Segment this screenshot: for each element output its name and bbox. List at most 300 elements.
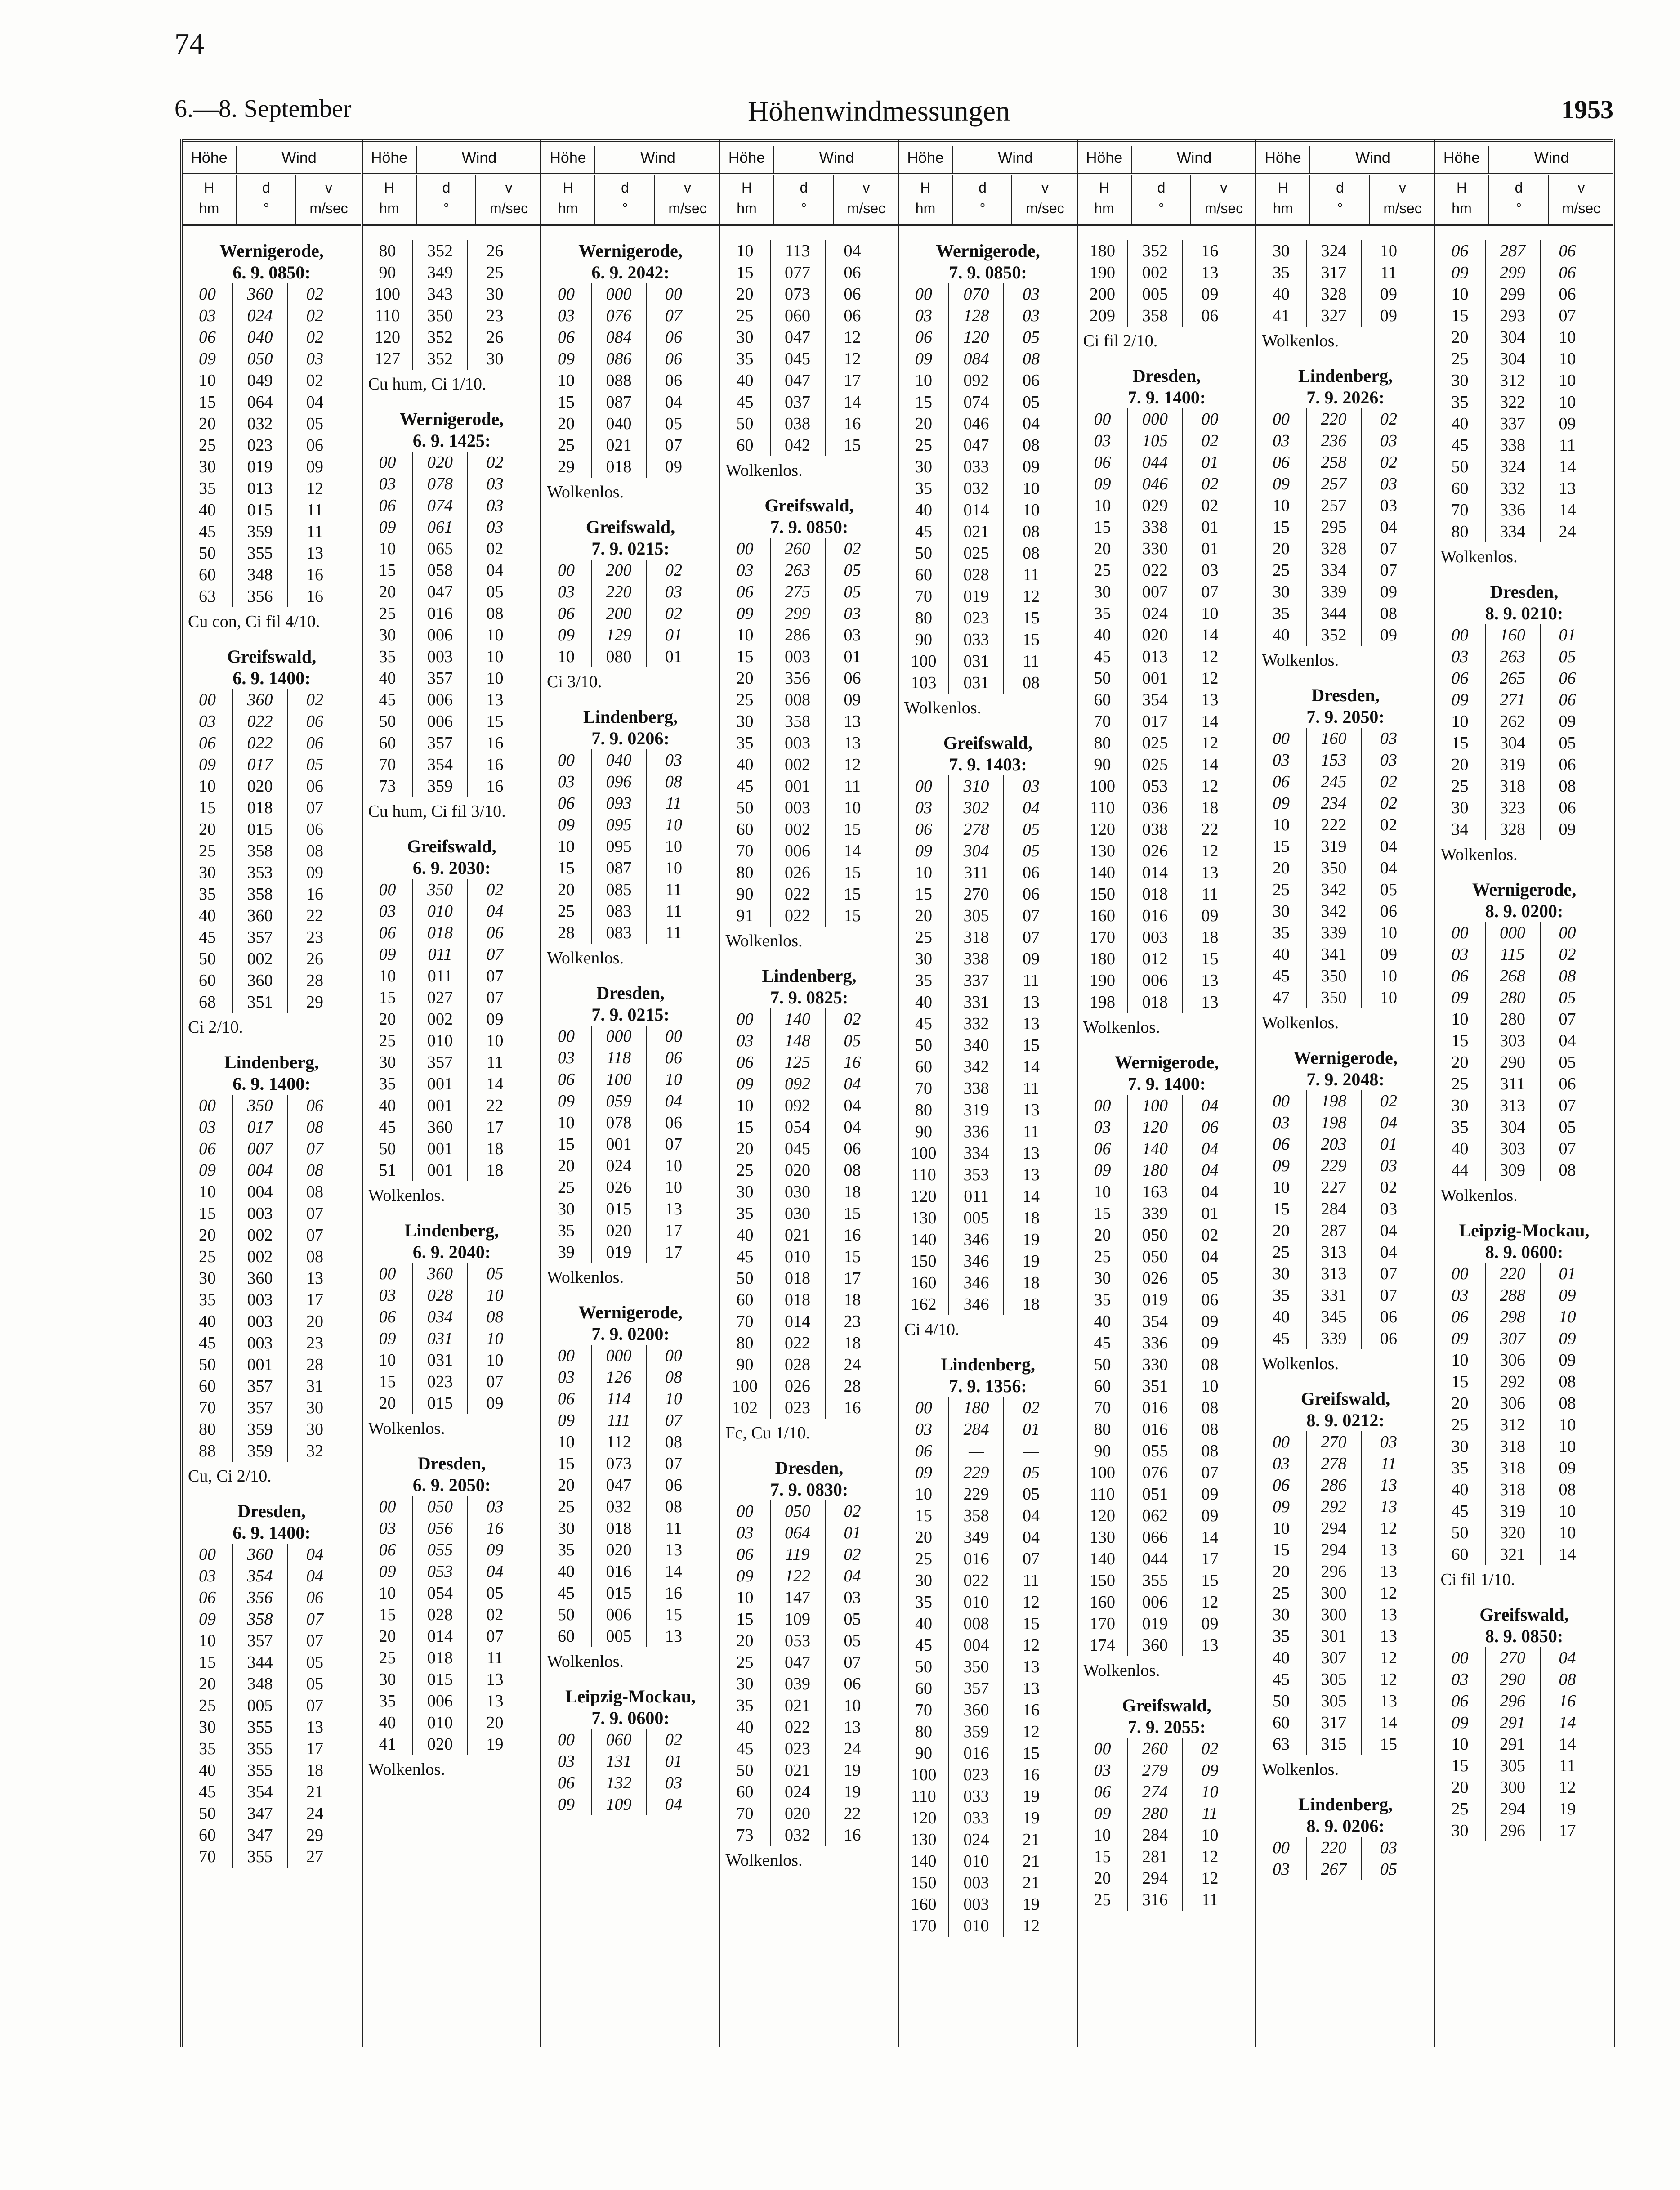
table-row xyxy=(363,603,541,624)
cell-height: 90 xyxy=(736,1355,754,1374)
cell-direction: — xyxy=(948,1440,1003,1462)
table-row xyxy=(1256,879,1434,900)
table-row xyxy=(899,413,1077,434)
cell-direction: 018 xyxy=(591,1518,646,1539)
cell-speed: 17 xyxy=(1540,1820,1595,1841)
cell-height: 40 xyxy=(1451,1480,1469,1499)
cell-height: 100 xyxy=(375,285,400,304)
cell-height: 80 xyxy=(1094,1420,1111,1439)
cell-direction: 354 xyxy=(412,754,467,775)
cell-direction: 002 xyxy=(232,1224,287,1246)
cell-direction: 245 xyxy=(1306,771,1361,793)
cell-direction: 293 xyxy=(1485,305,1540,327)
cell-height: 03 xyxy=(379,1286,396,1305)
cell-direction: 047 xyxy=(591,1474,646,1496)
cell-direction: 278 xyxy=(948,819,1003,840)
cell-height: 25 xyxy=(1451,1075,1469,1093)
station-datetime: 6. 9. 1400: xyxy=(232,668,311,688)
header-wind: Wind xyxy=(461,149,497,166)
cell-direction: 001 xyxy=(232,1354,287,1375)
cell-direction: 074 xyxy=(412,495,467,516)
cell-height: 40 xyxy=(736,755,754,774)
cell-direction: 336 xyxy=(1127,1332,1182,1354)
cell-speed: 05 xyxy=(1003,327,1058,348)
cell-direction: 229 xyxy=(1306,1155,1361,1177)
table-row xyxy=(541,1155,719,1177)
table-row xyxy=(1435,1160,1613,1181)
cell-speed: 10 xyxy=(467,1328,522,1349)
cell-height: 40 xyxy=(199,1312,216,1331)
cell-direction: 016 xyxy=(591,1561,646,1582)
cell-direction: 025 xyxy=(1127,754,1182,775)
table-row xyxy=(363,1349,541,1371)
table-row xyxy=(183,1224,361,1246)
table-row xyxy=(720,711,898,732)
cell-direction: 016 xyxy=(948,1742,1003,1764)
cell-direction: 065 xyxy=(412,538,467,560)
cell-speed: 13 xyxy=(1361,1690,1416,1712)
table-row xyxy=(363,1030,541,1052)
table-row xyxy=(1078,948,1256,970)
column-subheader xyxy=(720,175,898,226)
cell-direction: 109 xyxy=(770,1608,825,1630)
cell-speed: 08 xyxy=(1003,672,1058,694)
table-row xyxy=(363,667,541,689)
cell-direction: 083 xyxy=(591,922,646,944)
cell-speed: 11 xyxy=(1540,1755,1595,1777)
cell-height: 127 xyxy=(375,349,400,368)
table-row xyxy=(899,991,1077,1013)
table-row xyxy=(720,624,898,646)
cell-direction: 053 xyxy=(412,1561,467,1582)
cell-height: 00 xyxy=(736,1010,754,1029)
cell-height: 10 xyxy=(1094,1826,1111,1845)
cell-direction: 021 xyxy=(948,521,1003,542)
table-row xyxy=(899,819,1077,840)
table-row xyxy=(720,667,898,689)
cell-speed: 03 xyxy=(1361,430,1416,452)
cell-height: 40 xyxy=(736,1226,754,1245)
header-hohe: Höhe xyxy=(907,149,944,166)
table-row xyxy=(1435,1733,1613,1755)
cell-direction: 348 xyxy=(232,1673,287,1695)
cell-speed: 07 xyxy=(467,1371,522,1393)
cell-direction: 316 xyxy=(1127,1889,1182,1911)
table-row xyxy=(1435,1690,1613,1712)
table-row xyxy=(720,305,898,327)
cell-speed: 18 xyxy=(1003,1294,1058,1315)
column-header xyxy=(1435,146,1613,174)
table-row xyxy=(720,1375,898,1397)
station-name: Wernigerode, xyxy=(936,241,1040,261)
station-name: Lindenberg, xyxy=(940,1354,1036,1375)
cell-speed: 13 xyxy=(1182,970,1237,991)
cell-speed: 08 xyxy=(1540,1669,1595,1690)
cell-speed: 21 xyxy=(1003,1829,1058,1850)
cell-direction: 357 xyxy=(412,732,467,754)
cell-height: 25 xyxy=(1094,561,1111,580)
cell-speed: 24 xyxy=(825,1738,880,1760)
cell-speed: 16 xyxy=(287,564,342,586)
cell-speed: 07 xyxy=(467,944,522,965)
table-row xyxy=(1435,754,1613,775)
cell-height: 25 xyxy=(736,1161,754,1180)
table-row xyxy=(363,1604,541,1626)
cell-height: 25 xyxy=(736,690,754,709)
cell-speed: 14 xyxy=(1182,711,1237,732)
table-row xyxy=(1256,1604,1434,1626)
table-row xyxy=(720,283,898,305)
cell-speed: 01 xyxy=(825,646,880,667)
cell-speed: 12 xyxy=(1182,1846,1237,1868)
table-row xyxy=(899,1613,1077,1635)
cell-direction: 040 xyxy=(591,749,646,771)
cell-speed: 07 xyxy=(646,1453,701,1474)
cell-speed: 02 xyxy=(1003,1397,1058,1419)
cell-direction: 270 xyxy=(1485,1647,1540,1669)
subheader-speed: v m/sec xyxy=(1562,179,1601,216)
table-row xyxy=(1256,1285,1434,1306)
table-row xyxy=(1256,1133,1434,1155)
cell-speed: 08 xyxy=(1182,1440,1237,1462)
cell-height: 25 xyxy=(915,1550,932,1568)
cell-direction: 008 xyxy=(770,689,825,711)
cell-height: 30 xyxy=(1273,902,1290,921)
cell-height: 25 xyxy=(558,436,575,455)
cell-direction: 339 xyxy=(1306,1328,1361,1349)
cell-speed: 01 xyxy=(1540,1263,1595,1285)
subheader-direction: d ° xyxy=(1157,179,1166,216)
cell-height: 03 xyxy=(199,1567,216,1585)
cell-height: 110 xyxy=(375,306,400,325)
cell-direction: 331 xyxy=(948,991,1003,1013)
cell-height: 190 xyxy=(1090,971,1115,990)
cell-height: 80 xyxy=(736,1334,754,1353)
cell-direction: 312 xyxy=(1485,370,1540,391)
station-datetime: 7. 9. 0850: xyxy=(770,517,849,537)
cell-speed: 09 xyxy=(1003,456,1058,478)
cell-speed: 09 xyxy=(287,456,342,478)
subheader-divider xyxy=(416,175,417,224)
cell-direction: 338 xyxy=(1127,516,1182,538)
sky-remark: Wolkenlos. xyxy=(368,1186,445,1205)
cell-direction: 358 xyxy=(232,1608,287,1630)
cell-speed: 05 xyxy=(825,1030,880,1052)
cell-height: 10 xyxy=(379,1351,396,1370)
header-wind: Wind xyxy=(819,149,854,166)
table-row xyxy=(720,1760,898,1781)
cell-speed: 15 xyxy=(1003,607,1058,629)
cell-height: 10 xyxy=(199,777,216,796)
table-row xyxy=(183,499,361,521)
cell-height: 06 xyxy=(736,1545,754,1564)
table-row xyxy=(1078,1781,1256,1803)
table-row xyxy=(363,965,541,987)
cell-direction: 100 xyxy=(1127,1095,1182,1116)
cell-height: 06 xyxy=(379,496,396,515)
cell-height: 25 xyxy=(736,306,754,325)
cell-height: 25 xyxy=(1273,1584,1290,1603)
cell-height: 50 xyxy=(199,544,216,563)
cell-direction: 360 xyxy=(412,1263,467,1285)
cell-speed: 04 xyxy=(287,1565,342,1587)
cell-speed: 12 xyxy=(1003,1721,1058,1742)
cell-height: 03 xyxy=(1451,647,1469,666)
cell-height: 20 xyxy=(915,414,932,433)
cell-direction: 030 xyxy=(770,1203,825,1224)
station-name: Dresden, xyxy=(417,1453,486,1473)
cell-speed: 13 xyxy=(825,1716,880,1738)
cell-speed: 24 xyxy=(1540,521,1595,542)
table-row xyxy=(720,370,898,391)
cell-speed: 19 xyxy=(825,1760,880,1781)
cell-direction: 229 xyxy=(948,1462,1003,1483)
cell-speed: 06 xyxy=(646,370,701,391)
cell-height: 40 xyxy=(1451,414,1469,433)
cell-height: 00 xyxy=(199,1545,216,1564)
cell-height: 15 xyxy=(558,393,575,412)
subheader-direction: d ° xyxy=(1515,179,1523,216)
subheader-divider xyxy=(1488,175,1489,224)
cell-speed: 12 xyxy=(1003,1915,1058,1937)
cell-direction: 126 xyxy=(591,1366,646,1388)
cell-direction: 313 xyxy=(1306,1241,1361,1263)
cell-height: 00 xyxy=(915,777,932,796)
cell-speed: 14 xyxy=(1540,1544,1595,1565)
cell-direction: 339 xyxy=(1306,922,1361,944)
subheader-divider xyxy=(654,175,655,224)
cell-direction: 257 xyxy=(1306,473,1361,495)
column-subheader xyxy=(1256,175,1434,226)
cell-speed: 04 xyxy=(467,560,522,581)
table-row xyxy=(183,1608,361,1630)
cell-direction: 290 xyxy=(1485,1669,1540,1690)
cell-direction: 087 xyxy=(591,391,646,413)
cell-direction: 045 xyxy=(770,1138,825,1160)
cell-speed: 11 xyxy=(1540,434,1595,456)
station-name: Wernigerode, xyxy=(399,409,504,429)
table-row xyxy=(183,283,361,305)
table-row xyxy=(899,927,1077,948)
cell-height: 15 xyxy=(1273,837,1290,856)
cell-speed: 08 xyxy=(825,1160,880,1181)
cell-speed: 13 xyxy=(1361,1539,1416,1561)
table-row xyxy=(541,327,719,348)
cell-speed: 10 xyxy=(1540,348,1595,370)
subheader-height: H hm xyxy=(915,179,936,216)
cell-direction: 076 xyxy=(591,305,646,327)
table-row xyxy=(363,754,541,775)
cell-speed: 18 xyxy=(287,1760,342,1781)
station-name: Greifswald, xyxy=(407,836,496,856)
column-body xyxy=(1256,234,1434,1880)
cell-direction: 000 xyxy=(1485,922,1540,944)
cell-direction: 001 xyxy=(412,1095,467,1116)
table-row xyxy=(720,1673,898,1695)
cell-height: 15 xyxy=(915,1506,932,1525)
cell-speed: 10 xyxy=(1361,922,1416,944)
table-row xyxy=(183,991,361,1013)
cell-speed: 06 xyxy=(646,348,701,370)
cell-speed: 12 xyxy=(1182,667,1237,689)
sky-remark: Wolkenlos. xyxy=(1083,1661,1160,1680)
cell-height: 174 xyxy=(1090,1636,1115,1655)
cell-speed: 02 xyxy=(1361,408,1416,430)
table-row xyxy=(1435,262,1613,283)
cell-direction: 340 xyxy=(948,1035,1003,1056)
cell-direction: 200 xyxy=(591,603,646,624)
cell-speed: 09 xyxy=(1540,1285,1595,1306)
cell-speed: 01 xyxy=(1540,624,1595,646)
table-row xyxy=(541,646,719,667)
cell-direction: 002 xyxy=(412,1008,467,1030)
table-row xyxy=(183,456,361,478)
table-row xyxy=(541,1561,719,1582)
cell-height: 90 xyxy=(379,263,396,282)
cell-height: 40 xyxy=(1094,1312,1111,1331)
table-row xyxy=(1435,305,1613,327)
subheader-height: H hm xyxy=(737,179,757,216)
cell-height: 03 xyxy=(1094,431,1111,450)
cell-height: 10 xyxy=(736,1588,754,1607)
table-row xyxy=(363,1138,541,1160)
subheader-divider xyxy=(952,175,953,224)
cell-height: 25 xyxy=(1451,1800,1469,1818)
cell-speed: 17 xyxy=(825,1267,880,1289)
cell-speed: 15 xyxy=(825,905,880,927)
cell-direction: 015 xyxy=(412,1669,467,1690)
cell-height: 10 xyxy=(1451,1735,1469,1754)
cell-direction: 093 xyxy=(591,793,646,814)
station-datetime: 6. 9. 2030: xyxy=(412,858,491,878)
cell-direction: 024 xyxy=(770,1781,825,1803)
cell-height: 25 xyxy=(379,604,396,623)
cell-height: 35 xyxy=(379,647,396,666)
cell-speed: 12 xyxy=(1182,646,1237,667)
table-row xyxy=(363,1518,541,1539)
station-name: Wernigerode, xyxy=(219,241,324,261)
table-row xyxy=(899,1056,1077,1078)
sky-remark: Cu con, Ci fil 4/10. xyxy=(188,612,320,631)
table-row xyxy=(363,1669,541,1690)
cell-height: 09 xyxy=(558,626,575,645)
table-row xyxy=(899,1035,1077,1056)
cell-height: 40 xyxy=(199,906,216,925)
cell-speed: 13 xyxy=(1003,1013,1058,1035)
cell-speed: 04 xyxy=(825,1073,880,1095)
table-row xyxy=(1078,430,1256,452)
station-datetime: 8. 9. 0212: xyxy=(1306,1410,1385,1430)
table-row xyxy=(720,1608,898,1630)
cell-speed: 01 xyxy=(646,624,701,646)
cell-direction: 024 xyxy=(232,305,287,327)
cell-direction: 060 xyxy=(591,1729,646,1751)
table-row xyxy=(1256,987,1434,1008)
cell-direction: 058 xyxy=(412,560,467,581)
cell-speed: 12 xyxy=(1361,1647,1416,1669)
cell-direction: 014 xyxy=(770,1311,825,1332)
cell-speed: 24 xyxy=(825,1354,880,1375)
cell-direction: 301 xyxy=(1306,1626,1361,1647)
cell-direction: 318 xyxy=(1485,1457,1540,1479)
cell-height: 10 xyxy=(379,967,396,985)
cell-speed: 06 xyxy=(467,922,522,944)
cell-height: 110 xyxy=(911,1787,936,1806)
cell-direction: 355 xyxy=(232,1846,287,1868)
cell-height: 06 xyxy=(1094,453,1111,472)
cell-speed: 29 xyxy=(287,991,342,1013)
cell-direction: 022 xyxy=(1127,560,1182,581)
cell-speed: 06 xyxy=(825,1673,880,1695)
cell-speed: 15 xyxy=(467,711,522,732)
table-row xyxy=(1078,1095,1256,1116)
table-row xyxy=(183,1419,361,1440)
cell-height: 15 xyxy=(1094,1204,1111,1223)
cell-height: 40 xyxy=(915,501,932,520)
cell-speed: 09 xyxy=(1361,624,1416,646)
table-row xyxy=(183,1760,361,1781)
sky-remark: Ci fil 2/10. xyxy=(1083,331,1158,350)
table-row xyxy=(183,1311,361,1332)
table-row xyxy=(183,1544,361,1565)
cell-height: 20 xyxy=(1451,1053,1469,1072)
cell-speed: 08 xyxy=(646,1496,701,1518)
cell-speed: 05 xyxy=(287,1652,342,1673)
cell-height: 10 xyxy=(915,1485,932,1504)
table-row xyxy=(183,1116,361,1138)
cell-height: 09 xyxy=(736,604,754,623)
cell-direction: 358 xyxy=(232,840,287,862)
table-row xyxy=(363,327,541,348)
cell-height: 90 xyxy=(915,1122,932,1141)
cell-direction: 051 xyxy=(1127,1483,1182,1505)
cell-speed: 10 xyxy=(467,1030,522,1052)
station-datetime: 6. 9. 0850: xyxy=(232,262,311,282)
cell-direction: 014 xyxy=(1127,862,1182,883)
cell-speed: 31 xyxy=(287,1375,342,1397)
cell-height: 30 xyxy=(558,1519,575,1538)
cell-direction: 096 xyxy=(591,771,646,793)
table-row xyxy=(363,1626,541,1647)
station-name: Lindenberg, xyxy=(1298,1794,1393,1814)
cell-speed: 10 xyxy=(1361,965,1416,987)
cell-speed: 16 xyxy=(287,883,342,905)
table-row xyxy=(899,1548,1077,1570)
table-row xyxy=(183,754,361,775)
cell-direction: 006 xyxy=(412,711,467,732)
cell-speed: 17 xyxy=(646,1241,701,1263)
table-row xyxy=(541,1496,719,1518)
table-row xyxy=(1256,749,1434,771)
header-divider xyxy=(236,146,237,173)
table-row xyxy=(720,1522,898,1544)
sky-remark: Wolkenlos. xyxy=(547,1268,624,1287)
cell-direction: 033 xyxy=(948,1807,1003,1829)
header-title: Höhenwindmessungen xyxy=(748,95,1010,127)
cell-speed: 21 xyxy=(1003,1850,1058,1872)
table-row xyxy=(1078,689,1256,711)
cell-height: 00 xyxy=(915,1398,932,1417)
cell-height: 20 xyxy=(558,880,575,899)
cell-direction: 353 xyxy=(232,862,287,883)
column-header xyxy=(541,146,719,174)
table-row xyxy=(720,581,898,603)
cell-direction: 047 xyxy=(770,370,825,391)
cell-height: 45 xyxy=(915,1014,932,1033)
cell-height: 15 xyxy=(1451,306,1469,325)
cell-direction: 305 xyxy=(1306,1669,1361,1690)
cell-height: 10 xyxy=(915,371,932,390)
